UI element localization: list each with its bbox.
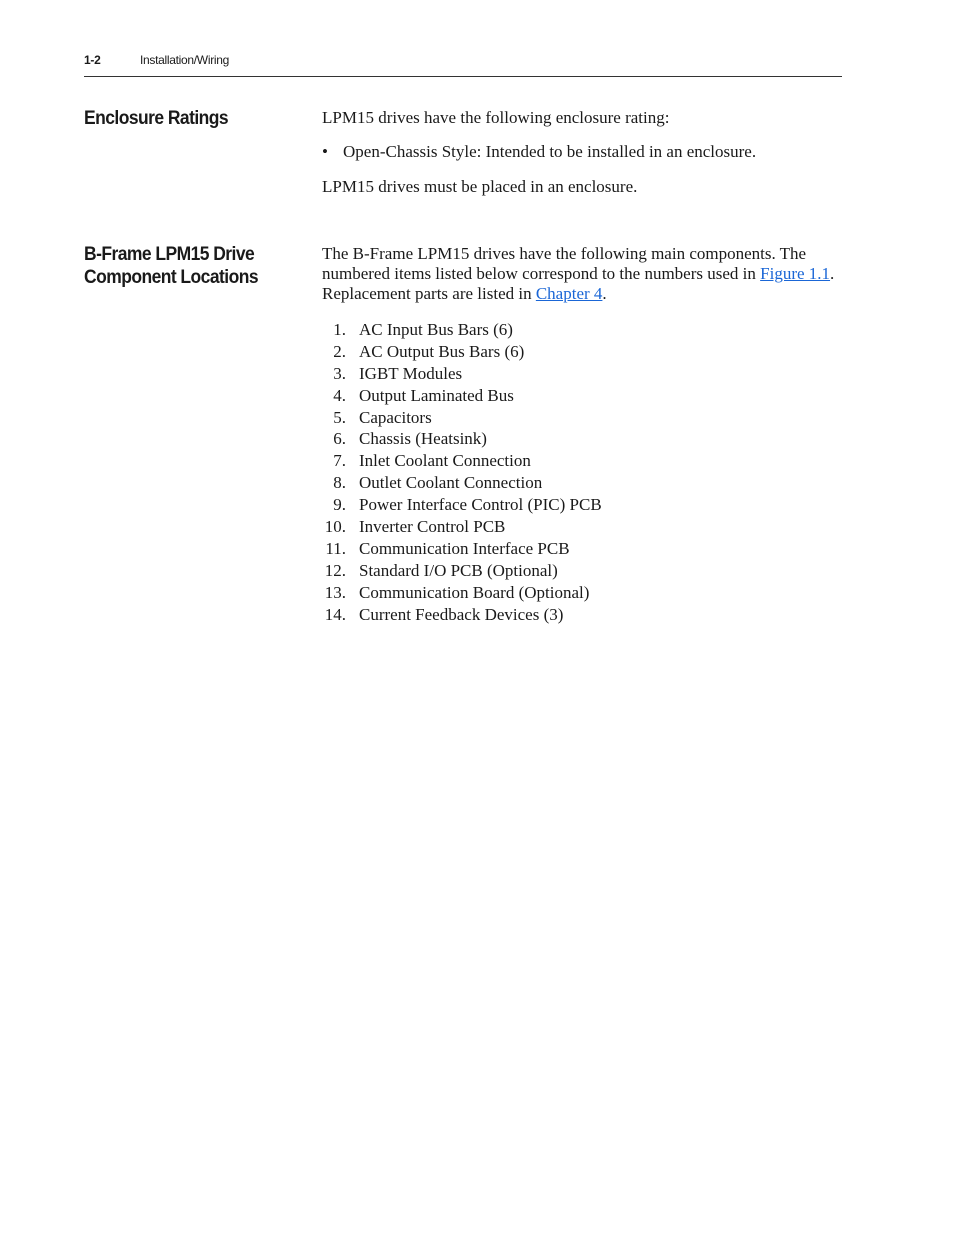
page-header (84, 52, 842, 77)
list-item-number: 5. (333, 407, 346, 427)
component-list-item (322, 538, 842, 560)
enclosure-ratings-heading: Enclosure Ratings (84, 108, 229, 129)
figure-1-1-link[interactable]: Figure 1.1 (760, 264, 831, 283)
components-paragraph-text-2: . Replacement parts are listed in (322, 264, 835, 303)
component-list-item (322, 604, 842, 626)
component-list-item (322, 450, 842, 472)
components-paragraph-text-1: The B-Frame LPM15 drives have the following main components. The numbered items listed below correspond to the numbers used in (322, 244, 807, 283)
component-list-item (322, 428, 842, 450)
list-item-text: Power Interface Control (PIC) PCB (359, 495, 602, 515)
list-item-text: Chassis (Heatsink) (359, 429, 487, 449)
component-heading-line-2: Component Locations (84, 267, 259, 288)
component-list-item (322, 516, 842, 538)
list-item-number: 8. (333, 473, 346, 493)
list-item-number: 7. (333, 451, 346, 471)
page-number: 1-2 (84, 53, 101, 67)
list-item-number: 14. (324, 604, 346, 624)
enclosure-note-text: LPM15 drives must be placed in an enclosure. (322, 177, 638, 196)
list-item-text: Communication Interface PCB (359, 538, 570, 558)
list-item-number: 1. (333, 320, 346, 339)
list-item-text: Capacitors (359, 407, 432, 427)
list-item-text: IGBT Modules (359, 363, 463, 383)
list-item-number: 4. (333, 385, 346, 405)
list-item-number: 10. (324, 517, 346, 537)
list-item-text: Current Feedback Devices (3) (359, 604, 564, 624)
component-numbered-list (322, 319, 842, 625)
list-item-number: 6. (333, 429, 346, 449)
list-item-number: 2. (333, 341, 346, 361)
component-list-item (322, 582, 842, 604)
component-list-item (322, 407, 842, 429)
list-item-text: Outlet Coolant Connection (359, 473, 543, 493)
list-item-number: 13. (324, 582, 346, 602)
list-item-text: Inverter Control PCB (359, 517, 506, 537)
component-locations-heading (84, 243, 286, 289)
chapter-4-link[interactable]: Chapter 4 (535, 284, 603, 303)
list-item-text: Inlet Coolant Connection (359, 451, 531, 471)
list-item-number: 11. (325, 538, 346, 558)
list-item-text: AC Output Bus Bars (6) (359, 341, 525, 361)
components-paragraph-text-3: . (602, 284, 607, 303)
components-paragraph (322, 244, 847, 304)
enclosure-intro-text: LPM15 drives have the following enclosure rating: (322, 108, 670, 127)
component-list-item (322, 363, 842, 385)
component-list-item (322, 560, 842, 582)
list-item-text: Standard I/O PCB (Optional) (359, 560, 558, 580)
list-item-text: AC Input Bus Bars (6) (359, 320, 513, 339)
component-list-item (322, 341, 842, 363)
enclosure-bullet-text: Open-Chassis Style: Intended to be installed in an enclosure. (343, 142, 757, 161)
list-item-number: 3. (333, 363, 346, 383)
list-item-text: Communication Board (Optional) (359, 582, 590, 602)
component-list-item (322, 472, 842, 494)
component-list-item (322, 494, 842, 516)
list-item-number: 12. (324, 560, 346, 580)
bullet-icon: • (322, 142, 328, 161)
list-item-text: Output Laminated Bus (359, 385, 514, 405)
list-item-number: 9. (333, 495, 346, 515)
component-heading-line-1: B-Frame LPM15 Drive (84, 244, 255, 265)
running-section-title: Installation/Wiring (140, 53, 230, 67)
component-list-item (322, 385, 842, 407)
component-list-item (322, 319, 842, 341)
